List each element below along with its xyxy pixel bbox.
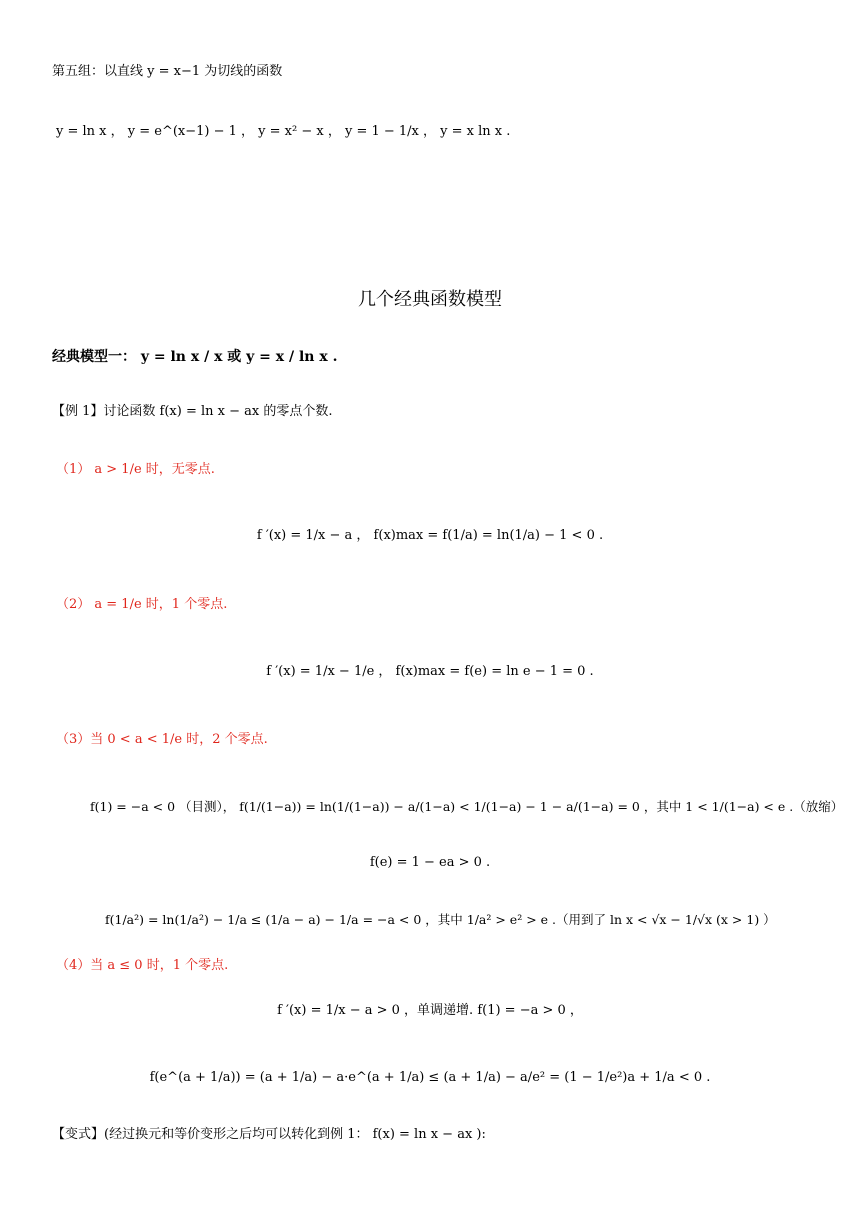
case4-heading: （4）当 a ≤ 0 时，1 个零点.	[56, 958, 229, 973]
case3-equation-3: f(1/a²) = ln(1/a²) − 1/a ≤ (1/a − a) − 1/a = −a < 0 ，其中 1/a² > e² > e .（用到了 ln x < √x − 1/√x (x > 1) ）	[105, 912, 776, 927]
case3-equation-2: f(e) = 1 − ea > 0 .	[369, 855, 491, 870]
group5-heading: 第五组：以直线 y = x−1 为切线的函数	[52, 64, 283, 79]
case3-heading: （3）当 0 < a < 1/e 时，2 个零点.	[56, 732, 268, 747]
case1-heading: （1） a > 1/e 时，无零点.	[56, 462, 215, 477]
case2-equation: f ′(x) = 1/x − 1/e ， f(x)max = f(e) = ln e − 1 = 0 .	[266, 664, 594, 679]
case3-equation-1: f(1) = −a < 0 （目测）， f(1/(1−a)) = ln(1/(1−a)) − a/(1−a) < 1/(1−a) − 1 − a/(1−a) = 0 ，其中 1 < 1/(1−a) < e .（放缩）	[90, 799, 844, 814]
case2-heading: （2） a = 1/e 时，1 个零点.	[56, 597, 228, 612]
example1-statement: 【例 1】讨论函数 f(x) = ln x − ax 的零点个数.	[52, 404, 333, 419]
group5-functions: y = ln x ， y = e^(x−1) − 1 ， y = x² − x ， y = 1 − 1/x ， y = x ln x .	[56, 124, 511, 139]
model1-heading: 经典模型一： y = ln x / x 或 y = x / ln x .	[52, 349, 338, 365]
section-title: 几个经典函数模型	[358, 289, 502, 310]
case1-equation: f ′(x) = 1/x − a ， f(x)max = f(1/a) = ln(1/a) − 1 < 0 .	[256, 528, 604, 543]
case4-equation-1: f ′(x) = 1/x − a > 0 ，单调递增. f(1) = −a > 0 ，	[277, 1003, 583, 1018]
variant-heading: 【变式】(经过换元和等价变形之后均可以转化到例 1： f(x) = ln x − ax ):	[52, 1127, 486, 1142]
case4-equation-2: f(e^(a + 1/a)) = (a + 1/a) − a·e^(a + 1/a) ≤ (a + 1/a) − a/e² = (1 − 1/e²)a + 1/a < 0 .	[149, 1070, 711, 1085]
